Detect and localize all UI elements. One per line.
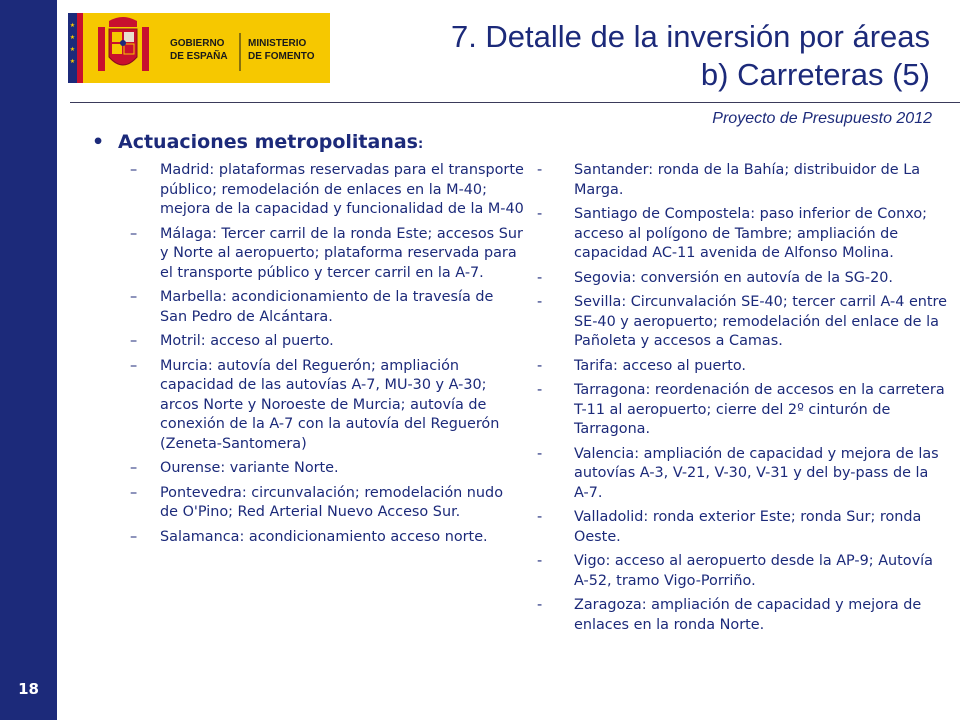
title-divider: [70, 102, 960, 103]
slide-subtitle: Proyecto de Presupuesto 2012: [712, 110, 932, 127]
list-dash: –: [130, 460, 138, 476]
list-item-text: Marbella: acondicionamiento de la travesía de San Pedro de Alcántara.: [160, 289, 494, 325]
list-item-text: Tarifa: acceso al puerto.: [574, 357, 747, 374]
list-item-text: Salamanca: acondicionamiento acceso norte.: [160, 528, 488, 545]
list-item-text: Ourense: variante Norte.: [160, 460, 339, 476]
spain-red-strip: [77, 13, 83, 83]
list-item-text: Vigo: acceso al aeropuerto desde la AP-9; Autovía A-52, tramo Vigo-Porriño.: [574, 553, 933, 589]
logo-min-line2: DE FOMENTO: [248, 51, 315, 62]
list-item: [537, 269, 947, 289]
list-item-text: Sevilla: Circunvalación SE-40; tercer carril A-4 entre SE-40 y aeropuerto; remodelación del enlace de la Pañoleta y accesos a Camas.: [574, 294, 948, 349]
logo-gov-line1: GOBIERNO: [170, 38, 225, 49]
section-heading: [92, 131, 423, 153]
list-item: [130, 225, 525, 284]
list-item-text: Málaga: Tercer carril de la ronda Este; accesos Sur y Norte al aeropuerto; plataforma reservada para el transporte público y tercer carril en la A-7.: [160, 225, 523, 281]
eu-star-icon: ★: [69, 22, 76, 29]
list-item: [130, 357, 525, 455]
left-sidebar-band: [0, 0, 57, 720]
list-dash: –: [130, 484, 138, 501]
list-item-text: Valencia: ampliación de capacidad y mejora de las autovías A-3, V-21, V-30, V-31 y del by-pass de la A-7.: [574, 445, 939, 501]
list-item: [537, 508, 947, 547]
list-dash: -: [537, 509, 543, 525]
list-dash: -: [537, 294, 543, 310]
list-item: [130, 288, 525, 327]
list-dash: –: [130, 289, 138, 305]
list-item-text: Segovia: conversión en autovía de la SG-20.: [574, 269, 893, 286]
list-item: [130, 459, 525, 479]
list-item-text: Tarragona: reordenación de accesos en la carretera T-11 al aeropuerto; cierre del 2º cinturón de Tarragona.: [574, 382, 945, 437]
list-dash: -: [537, 357, 543, 374]
list-item-text: Madrid: plataformas reservadas para el transporte público; remodelación de enlaces en la M-40; mejora de la capacidad y funcionalidad de la M-40: [160, 162, 524, 217]
logo-min-line1: MINISTERIO: [248, 38, 307, 49]
eu-star-icon: ★: [69, 58, 76, 65]
list-dash: -: [537, 382, 543, 398]
list-item: [130, 484, 525, 523]
eu-star-icon: ★: [69, 34, 76, 41]
list-item-text: Valladolid: ronda exterior Este; ronda Sur; ronda Oeste.: [574, 509, 922, 545]
list-item: [537, 293, 947, 352]
heading-bullet: •: [92, 131, 105, 153]
slide-title-line1: 7. Detalle de la inversión por áreas: [450, 19, 930, 54]
list-dash: -: [537, 553, 543, 569]
list-dash: –: [130, 528, 138, 545]
slide-title: [451, 18, 930, 94]
list-item: [130, 528, 525, 548]
logo-gov-line2: DE ESPAÑA: [170, 51, 228, 62]
list-dash: -: [537, 206, 543, 222]
list-dash: –: [130, 225, 138, 242]
list-dash: –: [130, 357, 138, 374]
list-item: [537, 596, 947, 635]
list-item: [537, 357, 947, 377]
list-item-text: Santiago de Compostela: paso inferior de Conxo; acceso al polígono de Tambre; ampliación de capacidad AC-11 avenida de Alfonso Molina.: [574, 206, 927, 261]
ministry-logo: [68, 13, 330, 83]
list-dash: –: [130, 162, 138, 178]
list-item-text: Santander: ronda de la Bahía; distribuidor de La Marga.: [574, 162, 921, 198]
section-heading-text: Actuaciones metropolitanas: [118, 131, 418, 153]
left-project-list: [130, 161, 525, 552]
list-item-text: Murcia: autovía del Reguerón; ampliación capacidad de las autovías A-7, MU-30 y A-30; arcos Norte y Noroeste de Murcia; autovía de conexión de la A-7 con la autovía del Reguerón (Zeneta-Santomera): [160, 357, 500, 452]
page-number: 18: [18, 680, 39, 698]
list-item-text: Pontevedra: circunvalación; remodelación nudo de O'Pino; Red Arterial Nuevo Acceso Sur.: [160, 484, 503, 520]
list-dash: -: [537, 445, 543, 462]
list-item: [537, 381, 947, 440]
list-item: [537, 445, 947, 504]
slide-title-line2: b) Carreteras (5): [700, 57, 930, 92]
eu-star-icon: ★: [69, 46, 76, 53]
list-item: [537, 205, 947, 264]
list-dash: -: [537, 162, 543, 178]
list-item: [130, 332, 525, 352]
list-dash: –: [130, 333, 138, 349]
section-heading-colon: :: [418, 137, 424, 152]
list-item-text: Zaragoza: ampliación de capacidad y mejora de enlaces en la ronda Norte.: [574, 597, 922, 633]
right-project-list: [537, 161, 947, 640]
list-dash: -: [537, 269, 543, 286]
list-item: [537, 161, 947, 200]
list-dash: -: [537, 597, 543, 613]
list-item: [537, 552, 947, 591]
list-item: [130, 161, 525, 220]
list-item-text: Motril: acceso al puerto.: [160, 333, 334, 349]
